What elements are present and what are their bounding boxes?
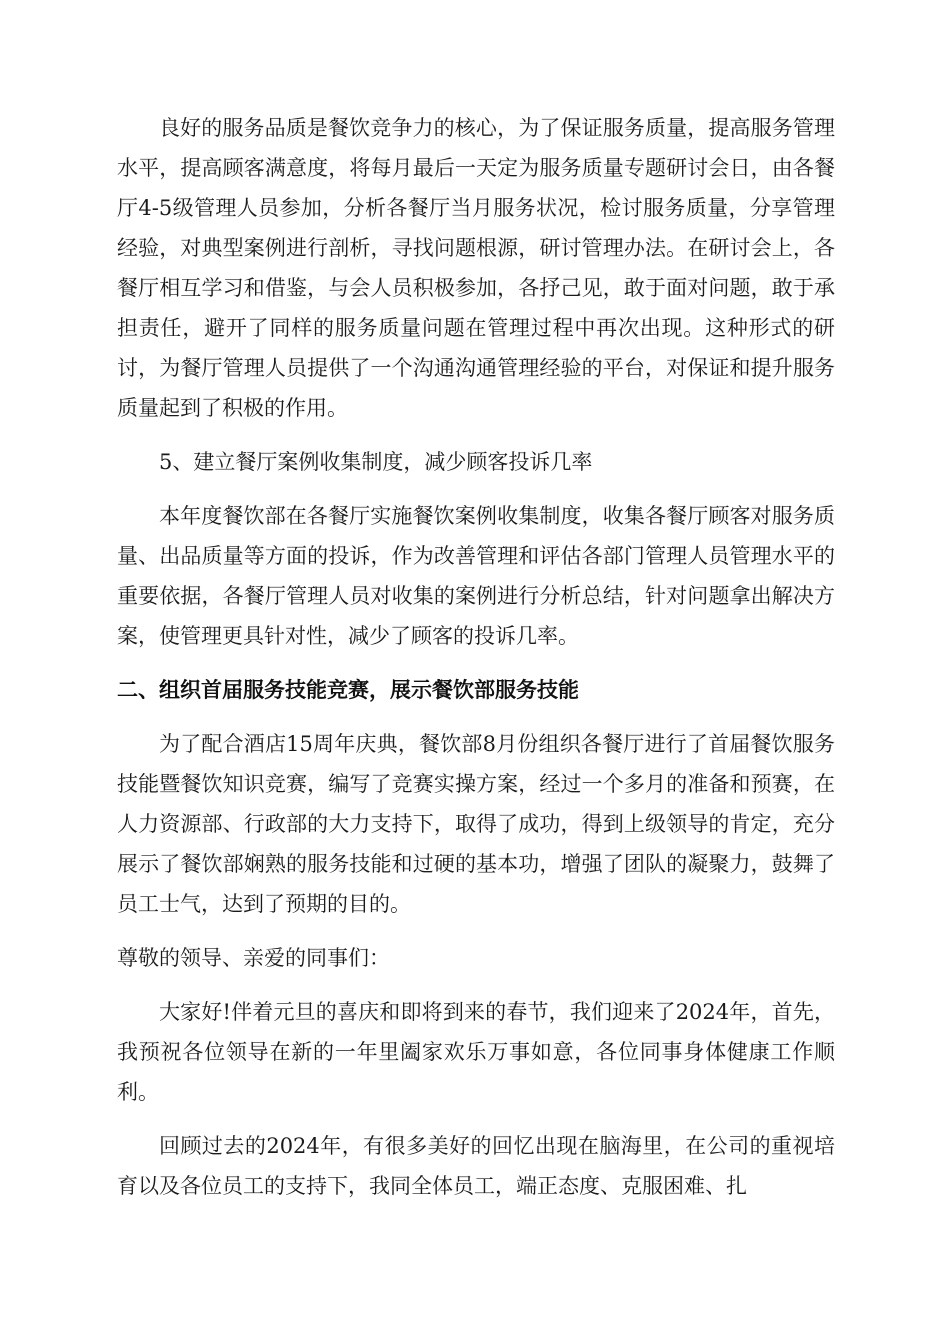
- section-heading-skills-contest: 二、组织首届服务技能竞赛，展示餐饮部服务技能: [117, 678, 579, 702]
- salutation: 尊敬的领导、亲爱的同事们：: [117, 946, 390, 970]
- paragraph-greeting: 大家好!伴着元旦的喜庆和即将到来的春节，我们迎来了2024年，首先，我预祝各位领导在新的一年里阖家欢乐万事如意，各位同事身体健康工作顺利。: [117, 1000, 835, 1104]
- document-body: [117, 108, 835, 1206]
- paragraph-review: 回顾过去的2024年，有很多美好的回忆出现在脑海里，在公司的重视培育以及各位员工的支持下，我同全体员工，端正态度、克服困难、扎: [117, 1134, 835, 1198]
- paragraph-service-quality-seminar: 良好的服务品质是餐饮竞争力的核心，为了保证服务质量，提高服务管理水平，提高顾客满意度，将每月最后一天定为服务质量专题研讨会日，由各餐厅4-5级管理人员参加，分析各餐厅当月服务状况，检讨服务质量，分享管理经验，对典型案例进行剖析，寻找问题根源，研讨管理办法。在研讨会上，各餐厅相互学习和借鉴，与会人员积极参加，各抒己见，敢于面对问题，敢于承担责任，避开了同样的服务质量问题在管理过程中再次出现。这种形式的研讨，为餐厅管理人员提供了一个沟通沟通管理经验的平台，对保证和提升服务质量起到了积极的作用。: [117, 116, 835, 420]
- subheading-case-collection: 5、建立餐厅案例收集制度，减少顾客投诉几率: [159, 450, 593, 474]
- paragraph-case-collection: 本年度餐饮部在各餐厅实施餐饮案例收集制度，收集各餐厅顾客对服务质量、出品质量等方面的投诉，作为改善管理和评估各部门管理人员管理水平的重要依据，各餐厅管理人员对收集的案例进行分析总结，针对问题拿出解决方案，使管理更具针对性，减少了顾客的投诉几率。: [117, 504, 835, 648]
- paragraph-skills-contest: 为了配合酒店15周年庆典，餐饮部8月份组织各餐厅进行了首届餐饮服务技能暨餐饮知识竞赛，编写了竞赛实操方案，经过一个多月的准备和预赛，在人力资源部、行政部的大力支持下，取得了成功，得到上级领导的肯定，充分展示了餐饮部娴熟的服务技能和过硬的基本功，增强了团队的凝聚力，鼓舞了员工士气，达到了预期的目的。: [117, 732, 835, 916]
